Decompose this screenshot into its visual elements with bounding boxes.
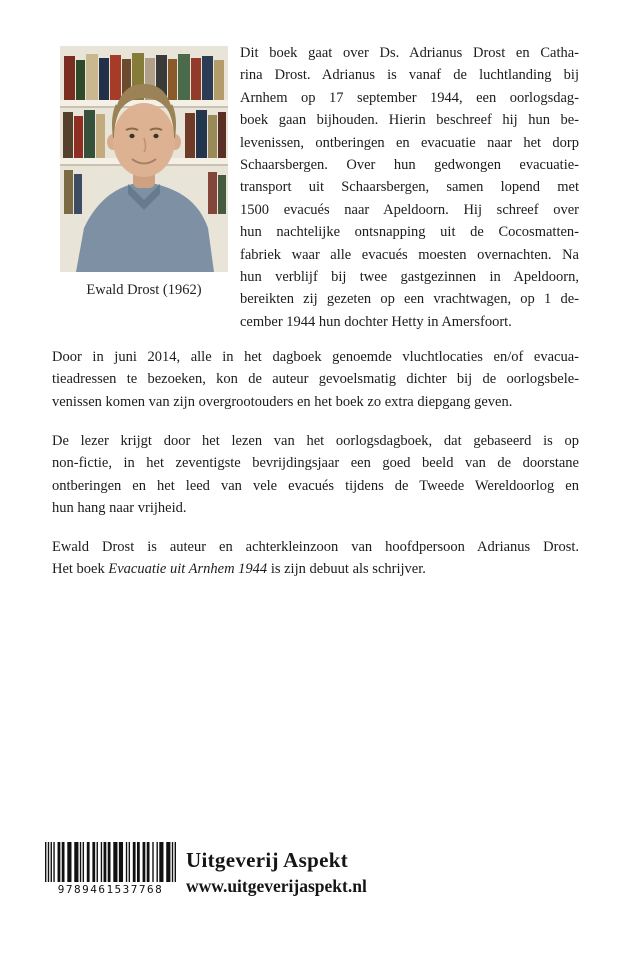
text-line: hun nachtelijke ontsnapping uit de Cocosmatten- bbox=[240, 224, 579, 241]
author-line-before: Het boek bbox=[52, 561, 109, 578]
text-line: rina Drost. Adrianus is vanaf de luchtlanding bij bbox=[240, 67, 579, 84]
text-line: levenissen, ontberingen en evacuatie naar het dorp bbox=[240, 134, 579, 151]
author-photo bbox=[60, 46, 228, 272]
text-line bbox=[52, 558, 579, 580]
paragraph-reader bbox=[52, 430, 579, 520]
text-line: non-fictie, in het zeventigste bevrijdingsjaar een goed beeld van de doorstane bbox=[52, 455, 579, 472]
book-title-italic: Evacuatie uit Arnhem 1944 bbox=[108, 561, 268, 578]
text-line: tieadressen te bezoeken, kon de auteur gevoelsmatig dichter bij de oorlogsbele- bbox=[52, 371, 579, 388]
author-line-after: is zijn debuut als schrijver. bbox=[267, 561, 426, 578]
text-line: De lezer krijgt door het lezen van het oorlogsdagboek, dat gebaseerd is op bbox=[52, 433, 579, 449]
intro-paragraph bbox=[240, 42, 579, 333]
text-line: bereikten zij gezeten op een vrachtwagen, op 1 de- bbox=[240, 291, 579, 308]
publisher-name: Uitgeverij Aspekt bbox=[186, 848, 348, 872]
author-photo-illustration bbox=[60, 46, 228, 272]
publisher-block bbox=[186, 848, 367, 897]
text-line: transport uit Schaarsbergen, samen lopend met bbox=[240, 179, 579, 196]
text-line: venissen komen van zijn overgrootouders en het boek zo extra diepgang geven. bbox=[52, 393, 513, 410]
text-line: Arnhem op 17 september 1944, een oorlogsdag- bbox=[240, 89, 579, 106]
text-line: fabriek waar alle evacués moesten overnachten. Na bbox=[240, 246, 579, 263]
publisher-website: www.uitgeverijaspekt.nl bbox=[186, 876, 367, 896]
text-line: hun hang naar vrijheid. bbox=[52, 500, 187, 517]
photo-caption: Ewald Drost (1962) bbox=[86, 282, 202, 298]
text-line: Ewald Drost is auteur en achterkleinzoon van hoofdpersoon Adrianus Drost. bbox=[52, 539, 579, 555]
text-line: hun verblijf bij twee gastgezinnen in Apeldoorn, bbox=[240, 269, 579, 286]
text-line: boek gaan bijhouden. Hierin beschreef hij hun be- bbox=[240, 112, 579, 129]
text-line: Schaarsbergen. Over hun gedwongen evacuatie- bbox=[240, 157, 579, 174]
isbn-barcode bbox=[45, 842, 176, 896]
text-line: Dit boek gaat over Ds. Adrianus Drost en Catha- bbox=[240, 45, 579, 61]
text-line: ontberingen en het leed van vele evacués tijdens de Tweede Wereldoorlog en bbox=[52, 477, 579, 494]
text-line: Door in juni 2014, alle in het dagboek genoemde vluchtlocaties en/of evacua- bbox=[52, 349, 579, 365]
paragraph-author bbox=[52, 536, 579, 581]
barcode-bars bbox=[45, 842, 176, 882]
text-line: cember 1944 hun dochter Hetty in Amersfoort. bbox=[240, 313, 512, 330]
paragraph-research bbox=[52, 346, 579, 413]
barcode-digits: 9789461537768 bbox=[57, 883, 164, 896]
text-line: 1500 evacués naar Apeldoorn. Hij schreef over bbox=[240, 201, 579, 218]
